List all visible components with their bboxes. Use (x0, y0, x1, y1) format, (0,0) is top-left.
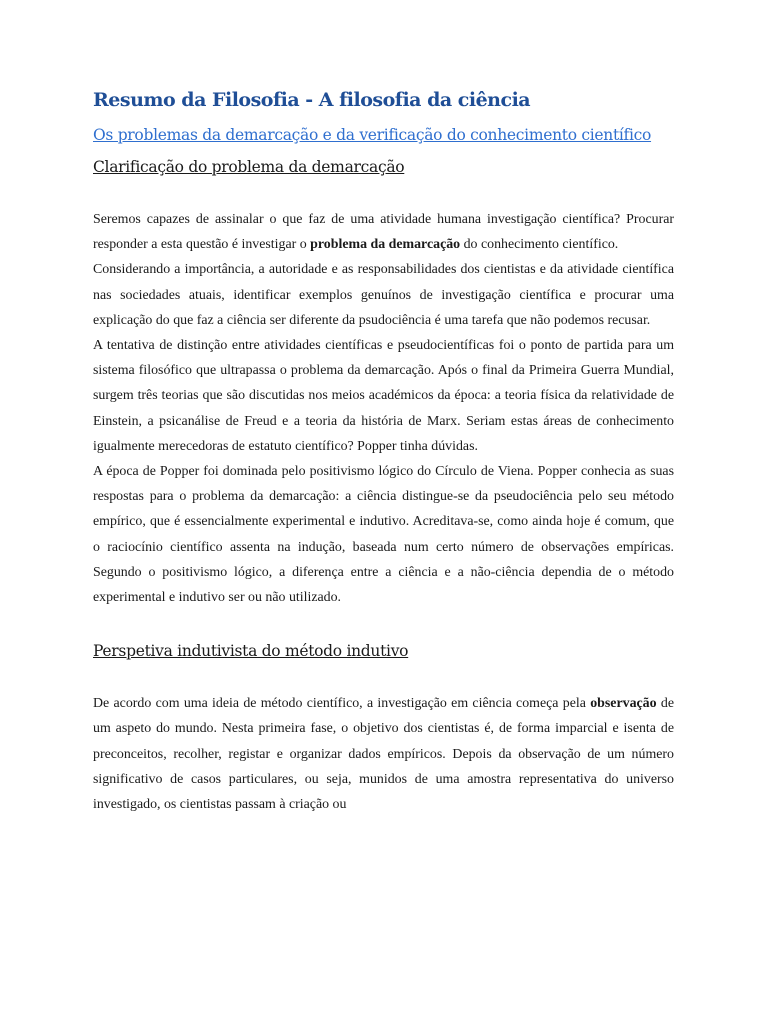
section-heading-inductivist: Perspetiva indutivista do método indutivo (93, 642, 409, 661)
paragraph: Considerando a importância, a autoridade e as responsabilidades dos cientistas e da atividade científica nas sociedades atuais, identificar exemplos genuínos de investigação científica e procurar uma explicação do que faz a ciência ser diferente da psudociência é uma tarefa que não podemos recusar. (93, 262, 674, 328)
section-body-inductivist (93, 691, 674, 817)
paragraph: A tentativa de distinção entre atividades científicas e pseudocientíficas foi o ponto de partida para um sistema filosófico que ultrapassa o problema da demarcação. Após o final da Primeira Guerra Mundial, surgem três teorias que são discutidas nos meios académicos da época: a teoria física da relatividade de Einstein, a psicanálise de Freud e a teoria da história de Marx. Seriam estas áreas de conhecimento igualmente merecedoras de estatuto científico? Popper tinha dúvidas. (93, 338, 674, 454)
paragraph: A época de Popper foi dominada pelo positivismo lógico do Círculo de Viena. Popper conhecia as suas respostas para o problema da demarcação: a ciência distingue-se da pseudociência pelo seu método empírico, que é essencialmente experimental e indutivo. Acreditava-se, como ainda hoje é comum, que o raciocínio científico assenta na indução, baseada num certo número de observações empíricas. Segundo o positivismo lógico, a diferença entre a ciência e a não-ciência dependia de o método experimental e indutivo ser ou não utilizado. (93, 464, 674, 606)
section-heading-demarcation: Clarificação do problema da demarcação (93, 158, 405, 176)
paragraph-text: Seremos capazes de assinalar o que faz de uma atividade humana investigação científica? Procurar responder a esta questão é investigar o (93, 212, 674, 253)
paragraph (93, 691, 674, 817)
paragraph (93, 207, 674, 257)
paragraph-text: do conhecimento científico. (460, 237, 619, 253)
paragraph-text: de um aspeto do mundo. Nesta primeira fase, o objetivo dos cientistas é, de forma imparcial e isenta de preconceitos, recolher, registar e organizar dados empíricos. Depois da observação de um número significativo de casos particulares, ou seja, munidos de uma amostra representativa do universo investigado, os cientistas passam à criação ou (93, 696, 674, 813)
document-title: Resumo da Filosofia - A filosofia da ciência (93, 89, 531, 111)
bold-term: observação (590, 696, 657, 712)
paragraph-text: De acordo com uma ideia de método científico, a investigação em ciência começa pela (93, 696, 591, 712)
section-body-demarcation (93, 207, 674, 610)
document-subtitle: Os problemas da demarcação e da verificação do conhecimento científico (93, 126, 652, 144)
bold-term: problema da demarcação (310, 237, 461, 253)
